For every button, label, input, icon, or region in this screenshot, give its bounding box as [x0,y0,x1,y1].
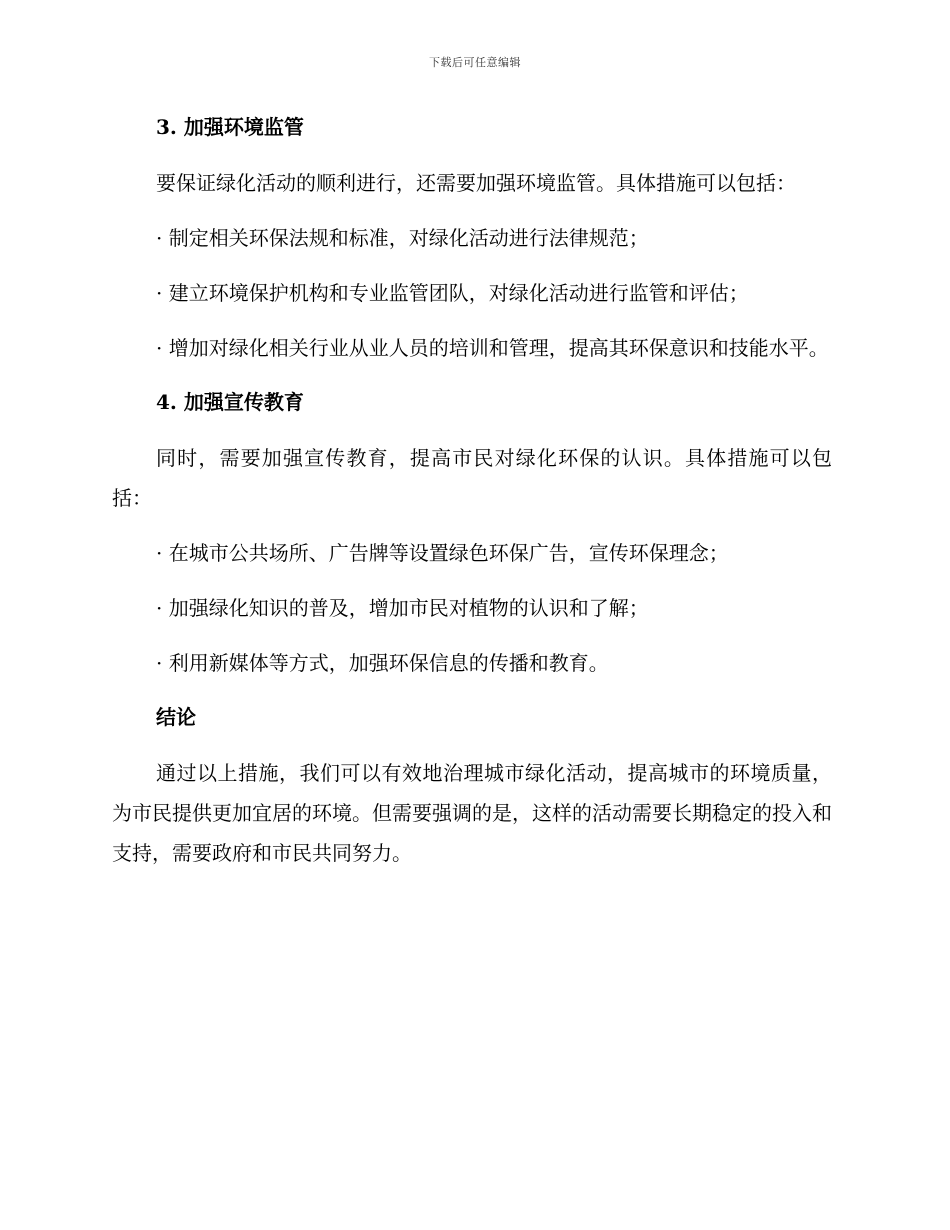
page-header-note: 下载后可任意编辑 [429,56,521,69]
conclusion-paragraph: 通过以上措施，我们可以有效地治理城市绿化活动，提高城市的环境质量，为市民提供更加宜居的环境。但需要强调的是，这样的活动需要长期稳定的投入和支持，需要政府和市民共同努力。 [112,761,832,865]
section-heading-publicity-education: 4. 加强宣传教育 [156,390,304,414]
bullet-item: · 增加对绿化相关行业从业人员的培训和管理，提高其环保意识和技能水平。 [156,336,829,360]
section-intro-publicity-education: 同时，需要加强宣传教育，提高市民对绿化环保的认识。具体措施可以包括： [112,446,832,510]
bullet-item: · 加强绿化知识的普及，增加市民对植物的认识和了解； [156,596,649,620]
bullet-item: · 制定相关环保法规和标准，对绿化活动进行法律规范； [156,226,649,250]
document-body [112,108,832,888]
bullet-item: · 建立环境保护机构和专业监管团队，对绿化活动进行监管和评估； [156,281,749,305]
conclusion-heading: 结论 [156,705,196,729]
section-heading-environment-supervision: 3. 加强环境监管 [156,115,304,139]
section-intro-environment-supervision: 要保证绿化活动的顺利进行，还需要加强环境监管。具体措施可以包括： [156,171,796,195]
bullet-item: · 利用新媒体等方式，加强环保信息的传播和教育。 [156,651,609,675]
bullet-item: · 在城市公共场所、广告牌等设置绿色环保广告，宣传环保理念； [156,541,729,565]
